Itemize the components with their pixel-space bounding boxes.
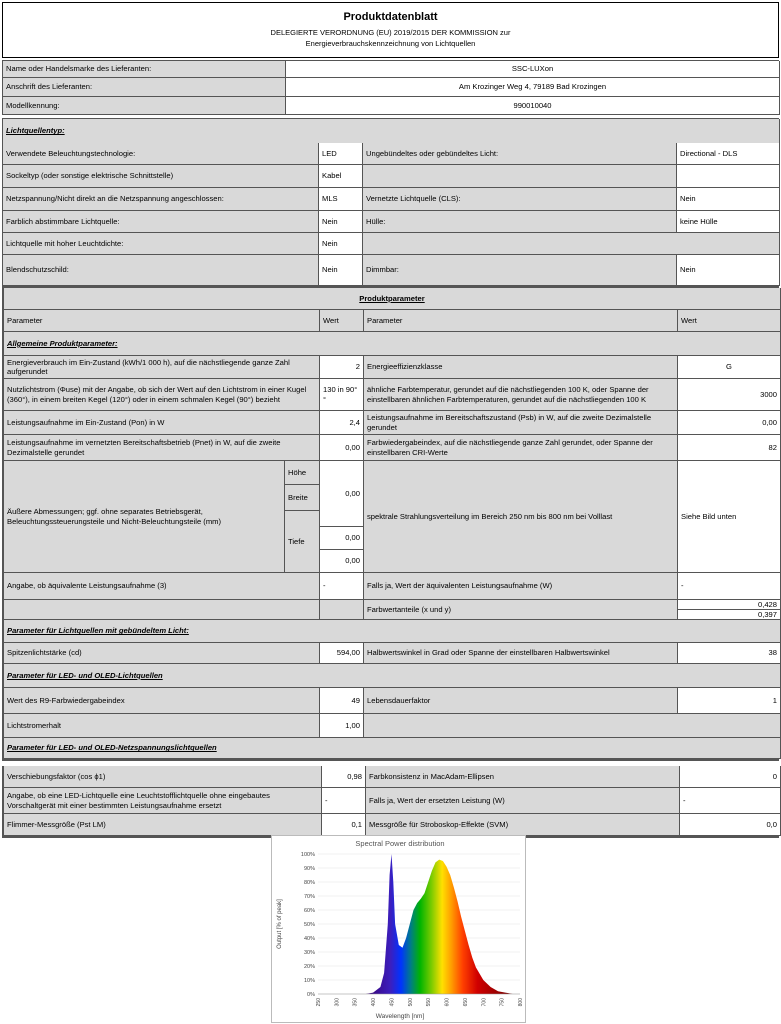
dim-value: Nein [677,255,780,286]
y-tick-label: 0% [307,992,315,998]
directional-section-heading: Parameter für Lichtquellen mit gebündeltem Licht: [4,620,781,643]
mains-label: Netzspannung/Nicht direkt an die Netzspannung angeschlossen: [3,188,319,211]
x-tick-label: 550 [426,998,433,1007]
equiv-value: - [320,573,364,600]
survival-value: 1 [678,688,781,714]
height-label: Höhe [285,461,320,485]
dimensions-label: Äußere Abmessungen; ggf. ohne separates Betriebsgerät, Beleuchtungssteuerungsteile und Nicht-Beleuchtungsteile (mm) [4,461,285,572]
peak-value: 594,00 [320,643,364,664]
lightsource-type-table [2,143,779,286]
cls-label: Vernetzte Lichtquelle (CLS): [363,188,677,211]
y-tick-label: 50% [303,922,315,928]
chroma-label: Farbwertanteile (x und y) [364,600,678,620]
x-tick-label: 750 [499,998,506,1007]
flux-value: 130 in 90°° [320,379,364,411]
pon-label: Leistungsaufnahme im Ein-Zustand (Pon) in W [4,411,320,435]
regulation-subject: Energieverbrauchskennzeichnung von Lichtquellen [305,39,476,48]
model-value: 990010040 [286,97,780,115]
pnet-value: 0,00 [320,435,364,461]
product-parameters-title: Produktparameter [4,288,781,310]
width-value: 0,00 [320,527,364,550]
maint-label: Lichtstromerhalt [4,714,320,738]
x-tick-label: 700 [481,998,488,1007]
supplier-table [2,60,779,115]
height-value: 0,00 [320,461,364,527]
cls-value: Nein [677,188,780,211]
section-heading: Lichtquellentyp: [3,119,780,144]
macadam-label: Farbkonsistenz in MacAdam-Ellipsen [366,766,680,788]
tech-label: Verwendete Beleuchtungstechnologie: [3,143,319,165]
dimensions-cell [4,461,320,573]
y-tick-label: 40% [303,936,315,942]
chroma-x-value: 0,428 [678,600,780,610]
psb-value: 0,00 [678,411,781,435]
energy-value: 2 [320,356,364,379]
envelope-value: keine Hülle [677,211,780,233]
y-tick-label: 10% [303,978,315,984]
y-tick-label: 90% [303,866,315,872]
y-tick-label: 80% [303,880,315,886]
hld-label: Lichtquelle mit hoher Leuchtdichte: [3,233,319,255]
regulation-line: DELEGIERTE VERORDNUNG (EU) 2019/2015 DER KOMMISSION zur [270,28,511,37]
flicker-label: Flimmer-Messgröße (Pst LM) [4,814,322,836]
x-tick-label: 400 [371,998,378,1007]
tunable-label: Farblich abstimmbare Lichtquelle: [3,211,319,233]
eclass-value: G [678,356,781,379]
column-header-parameter: Parameter [364,310,678,332]
depth-label: Tiefe [285,511,320,572]
column-header-parameter: Parameter [4,310,320,332]
flicker-value: 0,1 [322,814,366,836]
x-tick-label: 800 [518,998,524,1007]
cct-value: 3000 [678,379,781,411]
empty-cell [363,165,677,188]
hld-value: Nein [319,233,363,255]
led-mains-section-heading: Parameter für LED- und OLED-Netzspannungslichtquellen [4,738,781,759]
envelope-label: Hülle: [363,211,677,233]
cos-label: Verschiebungsfaktor (cos ϕ1) [4,766,322,788]
strobo-label: Messgröße für Stroboskop-Effekte (SVM) [366,814,680,836]
x-tick-label: 450 [389,998,396,1007]
empty-cell [677,165,780,188]
pon-value: 2,4 [320,411,364,435]
general-section-heading: Allgemeine Produktparameter: [4,332,781,356]
y-axis-label: Output [% of peak] [277,899,283,949]
supplier-address-value: Am Krozinger Weg 4, 79189 Bad Krozingen [286,78,780,97]
socket-label: Sockeltyp (oder sonstige elektrische Schnittstelle) [3,165,319,188]
datasheet-header [2,2,779,58]
y-tick-label: 70% [303,894,315,900]
psb-label: Leistungsaufnahme im Bereitschaftszustand (Psb) in W, auf die zweite Dezimalstelle gerundet [364,411,678,435]
column-header-value: Wert [678,310,781,332]
led-mains-table [2,766,779,838]
glare-value: Nein [319,255,363,286]
replace-w-value: - [680,788,781,814]
spd-value: Siehe Bild unten [678,461,781,573]
r9-value: 49 [320,688,364,714]
pnet-label: Leistungsaufnahme im vernetzten Bereitschaftsbetrieb (Pnet) in W, auf die zweite Dezimalstelle gerundet [4,435,320,461]
cri-value: 82 [678,435,781,461]
model-label: Modellkennung: [3,97,286,115]
eclass-label: Energieeffizienzklasse [364,356,678,379]
directional-label: Ungebündeltes oder gebündeltes Licht: [363,143,677,165]
led-section-heading: Parameter für LED- und OLED-Lichtquellen [4,664,781,688]
spectral-chart [271,835,526,1023]
equiv-label: Angabe, ob äquivalente Leistungsaufnahme (3) [4,573,320,600]
peak-label: Spitzenlichtstärke (cd) [4,643,320,664]
spd-label: spektrale Strahlungsverteilung im Bereich 250 nm bis 800 nm bei Volllast [364,461,678,573]
y-tick-label: 60% [303,908,315,914]
tech-value: LED [319,143,363,165]
chroma-y-value: 0,397 [678,610,780,619]
empty-cell [4,600,320,620]
width-label: Breite [285,485,320,511]
replace-value: - [322,788,366,814]
cct-label: ähnliche Farbtemperatur, gerundet auf die nächstliegenden 100 K, oder Spanne der einstellbaren ähnlichen Farbtemperaturen, gerundet auf die nächstliegenden 100 K [364,379,678,411]
y-tick-label: 100% [300,852,315,858]
x-axis-label: Wavelength [nm] [375,1013,425,1020]
page-title: Produktdatenblatt [343,11,438,23]
lightsource-type-section [2,118,779,144]
x-tick-label: 600 [444,998,451,1007]
replace-w-label: Falls ja, Wert der ersetzten Leistung (W) [366,788,680,814]
maint-value: 1,00 [320,714,364,738]
x-tick-label: 300 [334,998,341,1007]
chroma-values [678,600,781,620]
y-tick-label: 30% [303,950,315,956]
r9-label: Wert des R9-Farbwiedergabeindex [4,688,320,714]
chart-title: Spectral Power distribution [355,839,445,848]
survival-label: Lebensdauerfaktor [364,688,678,714]
spectral-chart-svg [272,836,525,1022]
macadam-value: 0 [680,766,781,788]
empty-cell [364,714,781,738]
x-tick-label: 350 [352,998,359,1007]
cos-value: 0,98 [322,766,366,788]
empty-cell [320,600,364,620]
beam-label: Halbwertswinkel in Grad oder Spanne der einstellbaren Halbwertswinkel [364,643,678,664]
beam-value: 38 [678,643,781,664]
supplier-name-value: SSC-LUXon [286,61,780,78]
replace-label: Angabe, ob eine LED-Lichtquelle eine Leuchtstofflichtquelle ohne eingebautes Vorschaltgerät mit einer bestimmten Leistungsaufnahme ersetzt [4,788,322,814]
directional-value: Directional - DLS [677,143,780,165]
flux-label: Nutzlichtstrom (Φuse) mit der Angabe, ob sich der Wert auf den Lichtstrom in einer Kugel (360°), in einem breiten Kegel (120°) oder in einem schmalen Kegel (90°) bezieht [4,379,320,411]
equiv-w-label: Falls ja, Wert der äquivalenten Leistungsaufnahme (W) [364,573,678,600]
x-tick-label: 250 [316,998,322,1007]
plot-area [301,852,524,1006]
cri-label: Farbwiedergabeindex, auf die nächstliegende ganze Zahl gerundet, oder Spanne der einstellbaren CRI-Werte [364,435,678,461]
mains-value: MLS [319,188,363,211]
dim-label: Dimmbar: [363,255,677,286]
y-tick-label: 20% [303,964,315,970]
depth-value: 0,00 [320,550,364,573]
x-tick-label: 650 [462,998,469,1007]
empty-cell [363,233,780,255]
supplier-name-label: Name oder Handelsmarke des Lieferanten: [3,61,286,78]
supplier-address-label: Anschrift des Lieferanten: [3,78,286,97]
x-tick-label: 500 [407,998,414,1007]
glare-label: Blendschutzschild: [3,255,319,286]
strobo-value: 0,0 [680,814,781,836]
equiv-w-value: - [678,573,781,600]
column-header-value: Wert [320,310,364,332]
product-parameters-table [2,286,779,761]
socket-value: Kabel [319,165,363,188]
energy-label: Energieverbrauch im Ein-Zustand (kWh/1 000 h), auf die nächstliegende ganze Zahl aufgerundet [4,356,320,379]
tunable-value: Nein [319,211,363,233]
